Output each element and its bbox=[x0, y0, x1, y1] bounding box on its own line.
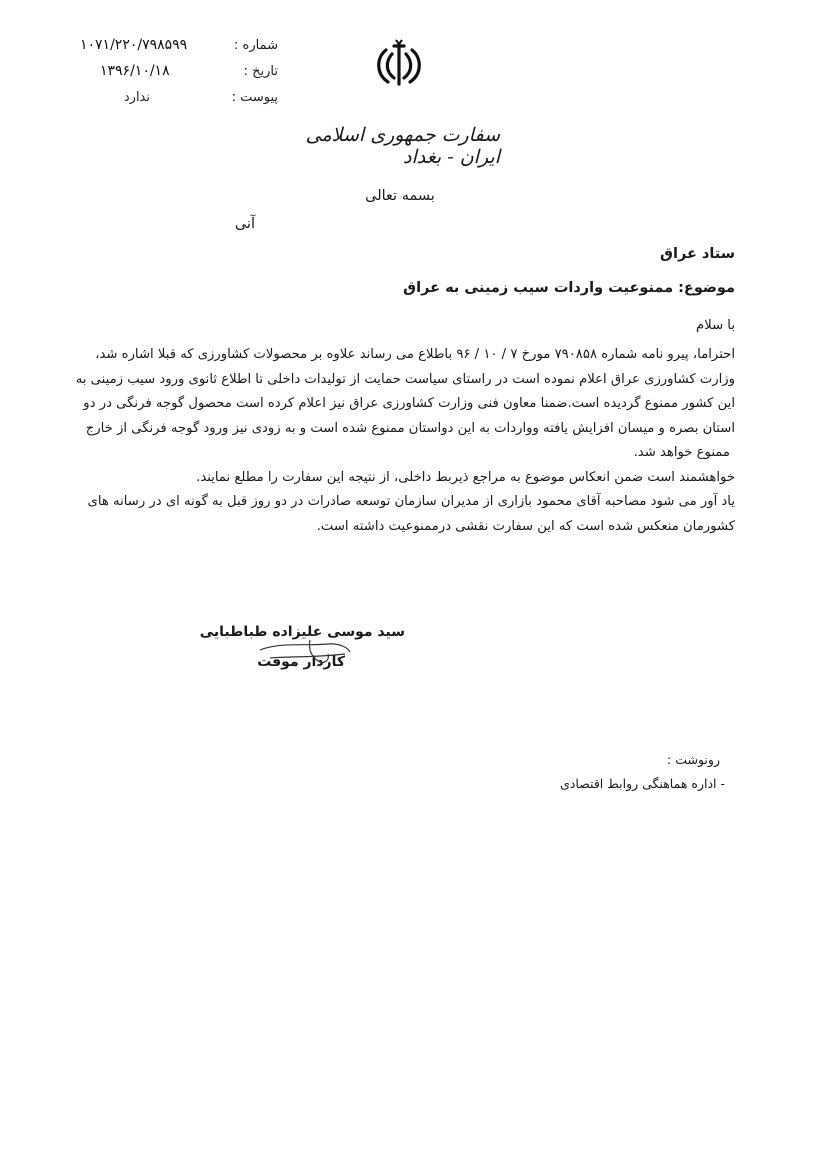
cc-item: - اداره هماهنگی روابط اقتصادی bbox=[560, 776, 725, 791]
subject-line: موضوع: ممنوعیت واردات سیب زمینی به عراق bbox=[403, 280, 735, 296]
body-line: خواهشمند است ضمن انعکاس موضوع به مراجع ذیربط داخلی، از نتیجه این سفارت را مطلع نمایند. bbox=[196, 469, 735, 485]
body-line: یاد آور می شود مصاحبه آقای محمود بازاری از مدیران سازمان توسعه صادرات در دو روز قبل به گونه ای در رسانه های bbox=[87, 494, 735, 509]
body-line: ممنوع خواهد شد. bbox=[633, 445, 730, 460]
iran-emblem-icon bbox=[370, 38, 428, 90]
body-line: استان بصره و میسان افزایش یافته وواردات به این دواستان ممنوع شده است و به زودی نیز ورود گوجه فرنگی از خارج bbox=[85, 420, 735, 436]
recipient: ستاد عراق bbox=[660, 246, 735, 262]
urgency-label: آنی bbox=[234, 216, 255, 232]
attachment-label: پیوست : bbox=[231, 90, 278, 105]
signatory-title: کاردار موقت bbox=[257, 654, 345, 670]
body-line: احتراما، پیرو نامه شماره ۷۹۰۸۵۸ مورخ ۷ / ۱۰ / ۹۶ باطلاع می رساند علاوه بر محصولات کشاورزی که قبلا اشاره شد، bbox=[95, 347, 735, 362]
letter-body bbox=[62, 343, 735, 539]
date-label: تاریخ : bbox=[243, 64, 278, 79]
body-line: این کشور ممنوع گردیده است.ضمنا معاون فنی وزارت کشاورزی عراق نیز اعلام کرده است محصول گوجه فرنگی در دو bbox=[83, 396, 735, 411]
greeting: با سلام bbox=[696, 318, 735, 333]
signatory-name: سید موسی علیزاده طباطبایی bbox=[199, 624, 405, 640]
number-label: شماره : bbox=[234, 38, 278, 53]
basmala: بسمه تعالی bbox=[365, 188, 435, 204]
attachment-value: ندارد bbox=[123, 90, 150, 105]
handwritten-signature bbox=[250, 628, 360, 678]
body-line: وزارت کشاورزی عراق اعلام نموده است در راستای سیاست حمایت از تولیدات داخلی تا اطلاع ثانوی ورود سیب زمینی به bbox=[75, 371, 735, 387]
date-value: ۱۳۹۶/۱۰/۱۸ bbox=[100, 63, 170, 79]
cc-label: رونوشت : bbox=[667, 752, 720, 767]
embassy-name: سفارت جمهوری اسلامی ایران - بغداد bbox=[305, 124, 500, 168]
number-value: ۱۰۷۱/۲۲۰/۷۹۸۵۹۹ bbox=[80, 37, 188, 53]
body-line: کشورمان منعکس شده است که این سفارت نقشی درممنوعیت داشته است. bbox=[316, 518, 735, 534]
